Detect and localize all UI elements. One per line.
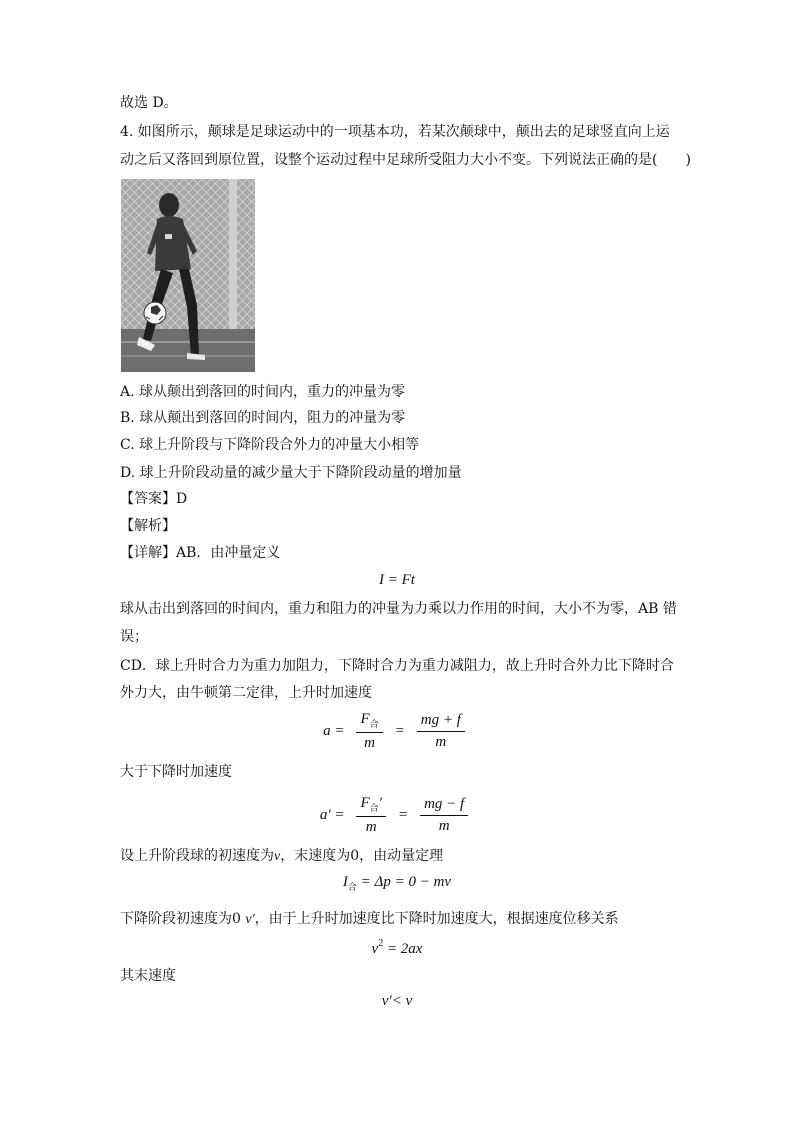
paragraph-line-8: 其末速度 xyxy=(120,968,176,984)
equation-velocity-displacement: $v^2 = 2ax$ xyxy=(371,938,423,957)
paragraph-line-1: 球从击出到落回的时间内，重力和阻力的冲量为力乘以力作用的时间，大小不为零，AB 错 xyxy=(120,601,677,617)
equation-acceleration-up: a = $\frac{F_合}{m}$ = $\frac{mg + f}{m}$ xyxy=(0,711,794,752)
option-b: B. 球从颠出到落回的时间内，阻力的冲量为零 xyxy=(120,410,406,426)
paragraph-line-6: 设上升阶段球的初速度为v，末速度为0，由动量定理 xyxy=(120,848,444,864)
question-4-line-2: 动之后又落回到原位置，设整个运动过程中足球所受阻力大小不变。下列说法正确的是( ) xyxy=(120,152,691,168)
detail-label: 【详解】AB．由冲量定义 xyxy=(120,545,281,561)
soccer-juggling-photo xyxy=(121,179,255,372)
equation-momentum-theorem: $I_合 = \Delta p = 0$ − mv xyxy=(342,874,452,892)
equation-impulse: I = Ft xyxy=(379,572,415,588)
line-conclusion: 故选 D。 xyxy=(120,95,178,111)
paragraph-line-2: 误； xyxy=(120,629,148,645)
fraction-net-force-prime: $\frac{F_合'}{m}$ xyxy=(356,795,385,836)
eq-a-prime-lhs: a′ = xyxy=(319,807,345,823)
paragraph-line-7: 下降阶段初速度为0 v′，由于上升时加速度比下降时加速度大，根据速度位移关系 xyxy=(120,911,619,927)
option-a: A. 球从颠出到落回的时间内，重力的冲量为零 xyxy=(120,384,406,400)
question-4-line-1: 4. 如图所示，颠球是足球运动中的一项基本功，若某次颠球中，颠出去的足球竖直向上运 xyxy=(120,124,670,140)
analysis-label: 【解析】 xyxy=(120,518,176,534)
answer-label: 【答案】D xyxy=(120,491,188,507)
equation-acceleration-down: a′ = $\frac{F_合'}{m}$ = $\frac{mg - f}{m}$ xyxy=(0,795,794,836)
paragraph-line-4: 外力大，由牛顿第二定律，上升时加速度 xyxy=(120,685,372,701)
paragraph-line-3: CD．球上升时合力为重力加阻力，下降时合力为重力减阻力，故上升时合外力比下降时合 xyxy=(120,658,674,674)
fraction-net-force: $\frac{F_合}{m}$ xyxy=(356,711,382,752)
option-d: D. 球上升阶段动量的减少量大于下降阶段动量的增加量 xyxy=(120,465,462,481)
equation-final-velocity: v′< v xyxy=(381,993,413,1009)
fraction-mg-minus-f: $\frac{mg - f}{m}$ xyxy=(420,796,468,835)
option-c: C. 球上升阶段与下降阶段合外力的冲量大小相等 xyxy=(120,437,420,453)
eq-a-lhs: a = xyxy=(323,723,345,739)
paragraph-line-5: 大于下降时加速度 xyxy=(120,764,232,780)
fraction-mg-plus-f: $\frac{mg + f}{m}$ xyxy=(417,712,465,751)
